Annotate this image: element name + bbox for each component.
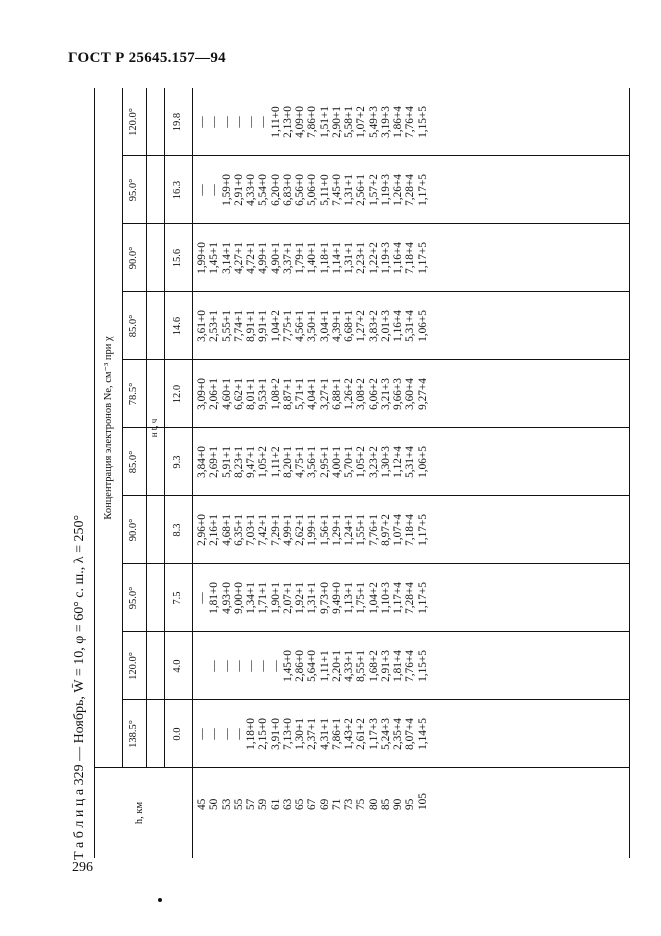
chi-header-cell: 95.0° [128, 178, 139, 202]
chi-header-cell: 78.5° [128, 382, 139, 406]
data-column: — — 1,59+0 2,91+0 4,33+0 5,54+0 6,20+0 6,83+0 6,56+0 5,06+0 5,11+0 7,45+0 1,31+1 2,56+1 1,57+2 1,19+3 1,26+4 7,28+4 1,17+5 [196, 174, 429, 206]
t-header-cell: 16.3 [172, 180, 183, 200]
t-header-divider [164, 88, 165, 768]
page-number: 296 [72, 860, 93, 875]
document-header: ГОСТ Р 25645.157—94 [68, 50, 226, 66]
t-header-cell: 12.0 [172, 384, 183, 404]
data-column: 1,99+0 1,45+1 3,14+1 4,27+1 4,72+1 4,99+1 4,90+1 3,37+1 1,79+1 1,40+1 1,18+1 1,14+1 1,31+1 2,23+1 1,22+2 1,19+3 1,16+4 7,18+4 1,17+5 [196, 242, 429, 274]
rotated-table [72, 86, 632, 866]
data-column: — — — — — — 1,45+0 2,86+0 5,64+0 1,11+1 2,20+1 4,33+1 8,55+1 1,68+2 2,91+3 1,81+4 7,76+4 1,15+5 [208, 650, 429, 682]
chi-header-cell: 120.0° [128, 652, 139, 680]
table-top-border [94, 88, 95, 858]
data-column: 2,96+0 2,16+1 4,68+1 6,35+1 7,03+1 7,42+1 7,29+1 4,99+1 2,62+1 1,99+1 1,56+1 1,29+1 1,24+1 1,55+1 7,76+1 8,97+2 1,07+4 7,18+4 1,17+5 [196, 514, 429, 546]
t-header-cell: 8.3 [172, 523, 183, 537]
chi-row-divider [146, 88, 147, 768]
chi-header-cell: 85.0° [128, 450, 139, 474]
data-column: — 1,81+0 4,93+0 9,00+0 1,34+1 1,71+1 1,90+1 2,07+1 1,92+1 1,31+1 9,73+0 9,49+0 1,13+1 1,75+1 1,04+2 1,10+3 1,17+4 7,28+4 1,17+5 [196, 582, 429, 614]
chi-header-cell: 95.0° [128, 586, 139, 610]
data-column: — — — — 1,18+0 2,15+0 3,91+0 7,13+0 1,30+1 2,37+1 4,31+1 7,86+1 1,43+2 2,61+2 1,17+3 5,24+3 2,35+4 8,07+4 1,14+5 [196, 718, 429, 750]
t-header-cell: 0.0 [172, 727, 183, 741]
chi-header-cell: 138.5° [128, 720, 139, 748]
row-header-h: h, км [134, 801, 145, 825]
stray-dot [158, 898, 162, 902]
subgroup-header: н t, ч [149, 418, 159, 438]
header-bottom-border [192, 88, 193, 858]
chi-header-cell: 85.0° [128, 314, 139, 338]
t-header-cell: 4.0 [172, 659, 183, 673]
data-column: 3,61+0 2,53+1 5,55+1 7,74+1 8,91+1 9,91+1 1,04+2 7,75+1 4,56+1 3,50+1 3,04+1 4,39+1 6,68+1 1,27+2 3,83+2 2,01+3 1,16+4 5,31+4 1,06+5 [196, 310, 429, 342]
chi-header-cell: 90.0° [128, 518, 139, 542]
table-grid [94, 88, 630, 858]
h-values-column: 45 50 53 55 57 59 61 63 65 67 69 71 73 75 80 85 90 95 105 [196, 793, 429, 810]
data-column: — — — — — — 1,11+0 2,13+0 4,09+0 7,86+0 1,51+1 2,90+1 5,58+1 1,07+2 5,49+3 3,19+3 1,86+4 7,76+4 1,15+5 [196, 106, 429, 138]
table-bottom-border [629, 88, 630, 858]
t-header-cell: 19.8 [172, 112, 183, 132]
data-column: 3,84+0 2,69+1 5,91+1 8,23+1 9,47+1 1,05+2 1,11+2 8,20+1 4,75+1 3,56+1 2,95+1 4,00+1 5,70+1 1,05+2 3,23+2 1,30+3 1,12+4 5,31+4 1,06+5 [196, 446, 429, 478]
table-caption: Т а б л и ц а 329 — Ноябрь, W̄ = 10, φ = 60° с. ш., λ = 250° [72, 514, 87, 860]
group-header: Концентрация электронов Ne, см⁻³ при χ [103, 336, 114, 520]
t-header-cell: 9.3 [172, 455, 183, 469]
t-header-cell: 7.5 [172, 591, 183, 605]
group-header-divider [122, 88, 123, 768]
t-header-cell: 14.6 [172, 316, 183, 336]
chi-header-cell: 90.0° [128, 246, 139, 270]
data-column: 3,09+0 2,06+1 4,60+1 6,62+1 8,01+1 9,53+1 1,08+2 8,87+1 5,71+1 4,04+1 3,27+1 6,88+1 1,26+2 3,08+2 6,06+2 3,21+3 9,66+3 3,60+4 9,27+4 [196, 378, 429, 410]
chi-header-cell: 120.0° [128, 108, 139, 136]
t-header-cell: 15.6 [172, 248, 183, 268]
